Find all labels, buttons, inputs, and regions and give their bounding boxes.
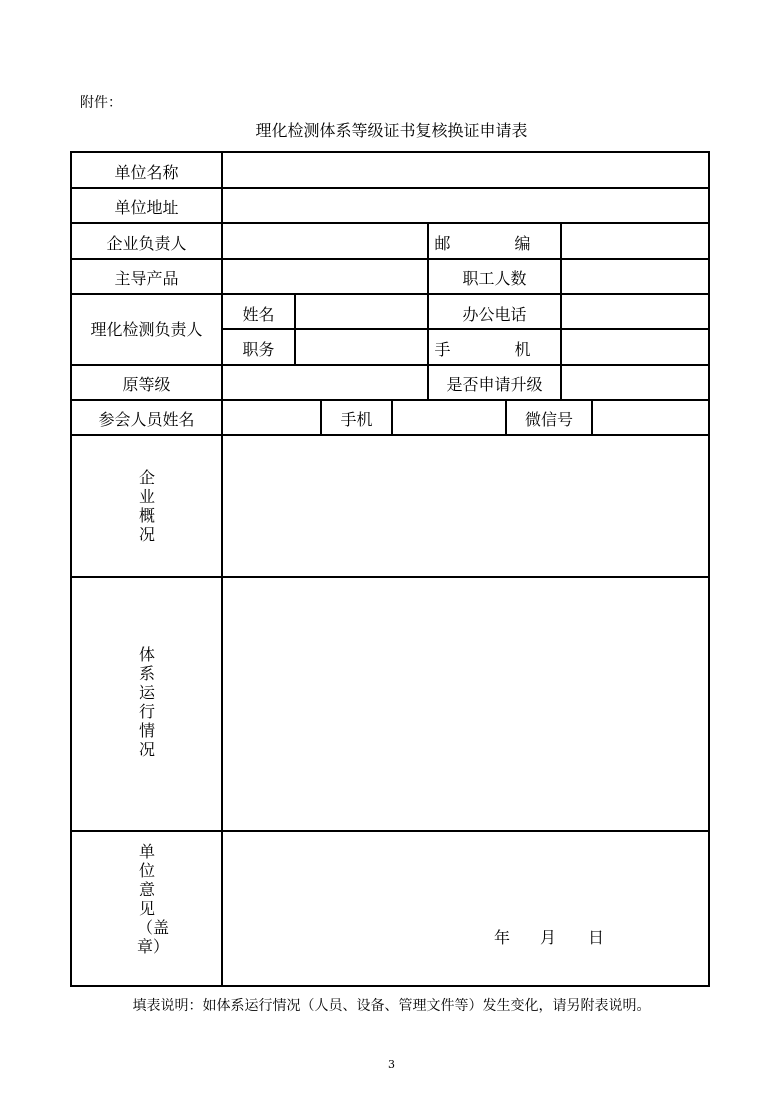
company-overview-label: 企业概况 [138,468,155,544]
legal-rep-label: 企业负责人 [106,234,187,253]
employee-count-label: 职工人数 [462,269,527,288]
row-divider [70,187,710,189]
apply-upgrade-label: 是否申请升级 [446,375,543,394]
lab-head-label: 理化检测负责人 [90,320,203,339]
main-product-label: 主导产品 [114,269,179,288]
table-border-top [70,151,710,153]
row-divider [70,576,710,578]
unit-opinion-label: 单位意见（盖章） [137,842,170,956]
col-divider [391,399,393,436]
postcode-label: 邮 编 [434,234,555,253]
form-title: 理化检测体系等级证书复核换证申请表 [255,121,528,140]
date-year-label: 年 [493,928,510,947]
name-label: 姓名 [242,305,275,324]
col-divider [591,399,593,436]
row-divider [70,293,710,295]
unit-address-label: 单位地址 [114,198,179,217]
original-grade-label: 原等级 [122,375,171,394]
attendee-mobile-label: 手机 [340,410,373,429]
row-divider [70,830,710,832]
wechat-label: 微信号 [524,410,573,429]
system-operation-label: 体系运行情况 [138,645,155,759]
office-phone-label: 办公电话 [462,305,527,324]
table-border-right [708,151,710,987]
attendee-name-label: 参会人员姓名 [98,410,195,429]
row-divider [70,434,710,436]
row-divider [70,399,710,401]
position-label: 职务 [242,340,275,359]
attachment-label: 附件： [80,95,122,111]
fill-instructions-note: 填表说明：如体系运行情况（人员、设备、管理文件等）发生变化，请另附表说明。 [132,998,651,1014]
row-divider [70,222,710,224]
unit-name-label: 单位名称 [114,163,179,182]
row-divider [70,364,710,366]
mobile-label: 手 机 [434,340,555,359]
label-column-divider [221,151,223,987]
table-border-bottom [70,985,710,987]
row-divider [70,258,710,260]
date-day-label: 日 [587,928,604,947]
col-divider [560,222,562,400]
col-divider [294,293,296,364]
date-month-label: 月 [539,928,556,947]
page-number: 3 [388,1058,395,1071]
